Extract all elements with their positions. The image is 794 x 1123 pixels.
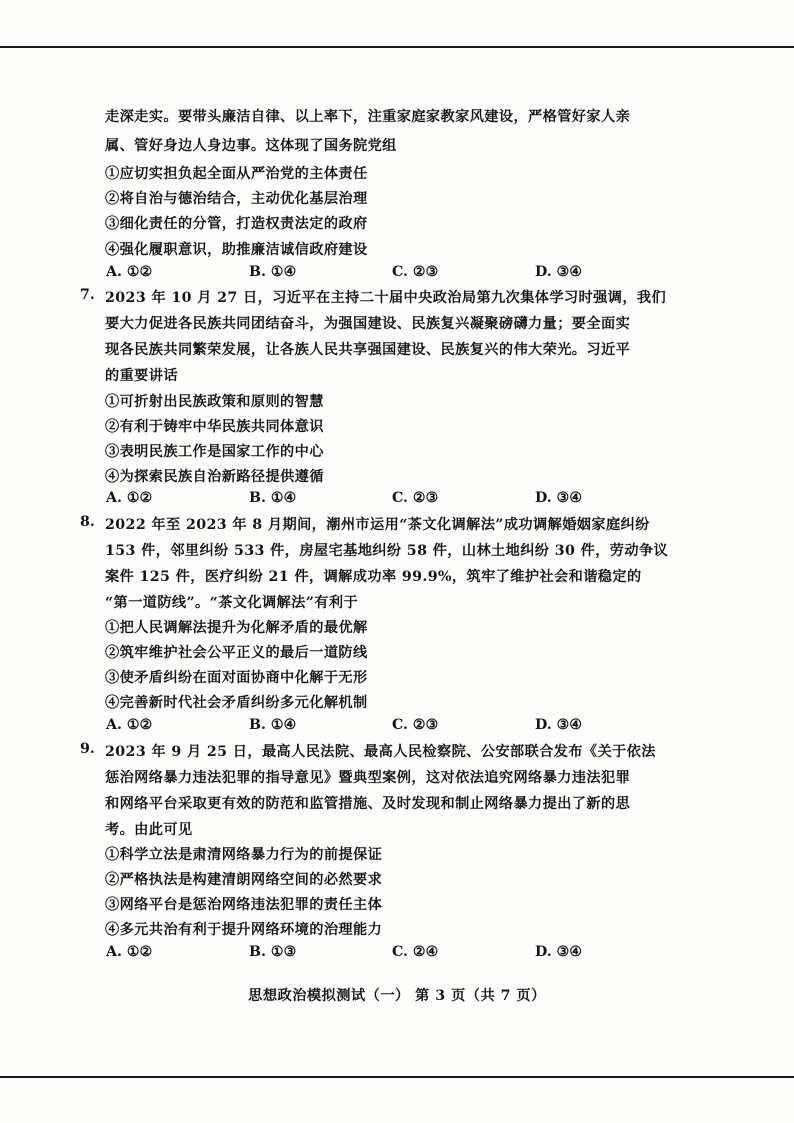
- q9-stem-line: 惩治网络暴力违法犯罪的指导意见》暨典型案例，这对依法追究网络暴力违法犯罪: [105, 770, 631, 786]
- q6-stem-line: 属、管好身边人身边事。这体现了国务院党组: [105, 138, 397, 154]
- q9-item: ②严格执法是构建清朗网络空间的必然要求: [105, 872, 383, 888]
- q9-number: 9.: [80, 741, 95, 757]
- q8-option-d: D. ③④: [535, 717, 583, 733]
- q6-item: ③细化责任的分管，打造权责法定的政府: [105, 216, 368, 232]
- q6-item: ②将自治与德治结合，主动优化基层治理: [105, 191, 368, 207]
- q8-option-c: C. ②③: [392, 717, 439, 733]
- q6-item: ④强化履职意识，助推廉洁诚信政府建设: [105, 242, 368, 258]
- q8-stem-line: 2022 年至 2023 年 8 月期间，潮州市运用“茶文化调解法”成功调解婚姻家庭纠纷: [105, 517, 650, 533]
- q9-option-a: A. ①②: [106, 944, 153, 960]
- q8-item: ③使矛盾纠纷在面对面协商中化解于无形: [105, 670, 368, 686]
- bottom-border-line: [0, 1076, 794, 1078]
- q9-option-d: D. ③④: [535, 944, 583, 960]
- q8-stem-line: 153 件，邻里纠纷 533 件，房屋宅基地纠纷 58 件，山林土地纠纷 30 件，劳动争议: [105, 543, 669, 559]
- q9-option-b: B. ①③: [249, 944, 297, 960]
- q6-stem-line: 走深走实。要带头廉洁自律、以上率下，注重家庭家教家风建设，严格管好家人亲: [105, 109, 631, 125]
- q8-stem-line: 案件 125 件，医疗纠纷 21 件，调解成功率 99.9%，筑牢了维护社会和谐稳定的: [105, 569, 642, 585]
- q6-item: ①应切实担负起全面从严治党的主体责任: [105, 166, 368, 182]
- q7-option-d: D. ③④: [535, 490, 583, 506]
- q9-stem-line: 考。由此可见: [105, 822, 193, 838]
- q7-stem-line: 2023 年 10 月 27 日，习近平在主持二十届中央政治局第九次集体学习时强调，我们: [105, 290, 667, 306]
- q7-option-a: A. ①②: [106, 490, 153, 506]
- q6-option-d: D. ③④: [535, 264, 583, 280]
- q8-item: ①把人民调解法提升为化解矛盾的最优解: [105, 620, 368, 636]
- q8-item: ②筑牢维护社会公平正义的最后一道防线: [105, 645, 368, 661]
- q8-stem-line: “第一道防线”。“茶文化调解法”有利于: [105, 595, 359, 611]
- q7-number: 7.: [80, 287, 95, 303]
- q7-item: ④为探索民族自治新路径提供遵循: [105, 469, 324, 485]
- q7-item: ②有利于铸牢中华民族共同体意识: [105, 419, 324, 435]
- q6-option-a: A. ①②: [106, 264, 153, 280]
- q7-stem-line: 现各民族共同繁荣发展，让各族人民共享强国建设、民族复兴的伟大荣光。习近平: [105, 342, 631, 358]
- q8-item: ④完善新时代社会矛盾纠纷多元化解机制: [105, 695, 368, 711]
- q8-option-b: B. ①④: [249, 717, 297, 733]
- q7-option-b: B. ①④: [249, 490, 297, 506]
- q8-option-a: A. ①②: [106, 717, 153, 733]
- q7-option-c: C. ②③: [392, 490, 439, 506]
- q7-item: ①可折射出民族政策和原则的智慧: [105, 394, 324, 410]
- q7-item: ③表明民族工作是国家工作的中心: [105, 444, 324, 460]
- q7-stem-line: 要大力促进各民族共同团结奋斗，为强国建设、民族复兴凝聚磅礴力量；要全面实: [105, 316, 631, 332]
- q6-option-c: C. ②③: [392, 264, 439, 280]
- q9-item: ④多元共治有利于提升网络环境的治理能力: [105, 922, 383, 938]
- q9-stem-line: 2023 年 9 月 25 日，最高人民法院、最高人民检察院、公安部联合发布《关于依法: [105, 744, 656, 760]
- page-footer: 思想政治模拟测试（一） 第 3 页（共 7 页）: [248, 988, 546, 1004]
- q8-number: 8.: [80, 514, 95, 530]
- q7-stem-line: 的重要讲话: [105, 368, 178, 384]
- q9-option-c: C. ②④: [392, 944, 439, 960]
- q9-stem-line: 和网络平台采取更有效的防范和监管措施、及时发现和制止网络暴力提出了新的思: [105, 796, 631, 812]
- q9-item: ①科学立法是肃清网络暴力行为的前提保证: [105, 847, 383, 863]
- q9-item: ③网络平台是惩治网络违法犯罪的责任主体: [105, 897, 383, 913]
- q6-option-b: B. ①④: [249, 264, 297, 280]
